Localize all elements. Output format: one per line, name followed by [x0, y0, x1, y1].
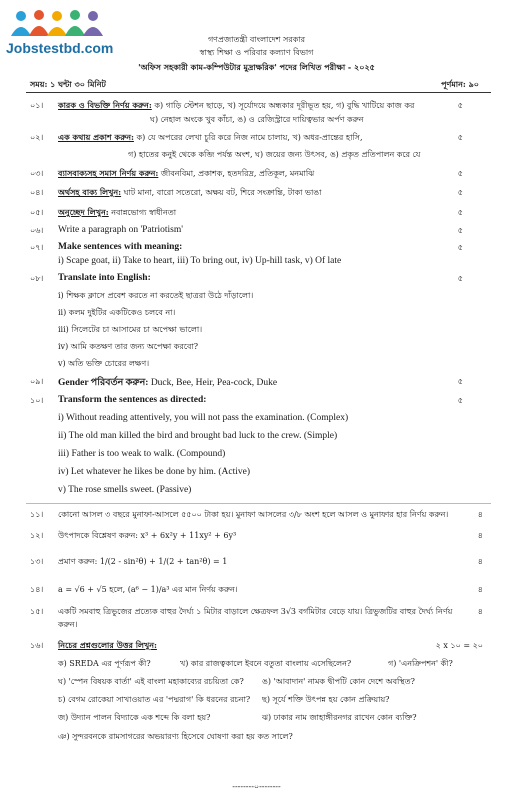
question-number: ০৫। — [30, 208, 44, 217]
end-separator: --------০-------- — [232, 782, 281, 791]
question-marks: ৫ — [457, 274, 463, 283]
question-title: Make sentences with meaning: — [58, 242, 183, 252]
question-marks: ৫ — [457, 396, 463, 405]
question-marks: ৫ — [457, 377, 463, 386]
question-text: i) Scape goat, ii) Take to heart, iii) To bring out, iv) Up-hill task, v) Of late — [58, 256, 342, 266]
question-number: ১১। — [30, 510, 44, 519]
question-text: কোনো আসল ৩ বছরে মুনাফা-আসলে ৫৫০০ টাকা হয়। মুনাফা আসলের ৩/৮ অংশ হলে আসল ও মুনাফার হার নির্ণয় করুন। — [58, 510, 449, 519]
header-line-2: স্বাস্থ্য শিক্ষা ও পরিবার কল্যাণ বিভাগ — [199, 48, 314, 57]
question-marks: ৫ — [457, 226, 463, 235]
question-marks: ৫ — [457, 169, 463, 178]
question-title: Transform the sentences as directed: — [58, 395, 207, 405]
translate-line: v) অতি ভক্তি চোরের লক্ষণ। — [58, 359, 150, 368]
question-marks: ৫ — [457, 243, 463, 252]
translate-line: ii) কলম দুইটির একটিকেও চলবে না। — [58, 308, 176, 317]
question-title: ব্যাসবাক্যসহ সমাস নির্ণয় করুন: — [58, 168, 159, 178]
question-marks: ৪ — [477, 510, 483, 519]
question-marks: ২ x ১০ = ২০ — [435, 641, 483, 650]
q16-item: ঞ) সুন্দরবনকে রামসাগরের অভয়ারণ্য হিসেবে ঘোষণা করা হয় কত সালে? — [58, 732, 293, 741]
translate-line: iv) আমি কতক্ষণ তার জন্য অপেক্ষা করবো? — [58, 342, 199, 351]
question-number: ১৩। — [30, 557, 44, 566]
question-title: Gender পরিবর্তন করুন: — [58, 378, 149, 388]
q16-item: ঘ) 'স্পেন বিষয়ক বার্তা' এই বাংলা মহাকাব্যের রচয়িতা কে? — [58, 677, 244, 686]
transform-line: i) Without reading attentively, you will not pass the examination. (Complex) — [58, 413, 349, 423]
question-text: Write a paragraph on 'Patriotism' — [58, 225, 183, 235]
translate-line: iii) সিলেটের চা আসামের চা অপেক্ষা ভালো। — [58, 325, 203, 334]
question-text-2: ঘ) নেহাল অংকে খুব কাঁচা, ঙ) ও রেজিস্ট্রারে দায়িত্বভার অর্পণ করুন — [150, 115, 364, 124]
question-title: কারক ও বিভক্তি নির্ণয় করুন: — [58, 100, 152, 110]
logo-text: Jobstestbd.com — [6, 40, 114, 56]
question-text: ক) গাড়ি স্টেশন ছাড়ে, খ) সূর্যোদয়ে অন্ধকার দূরীভূত হয়, গ) বুদ্ধি খাটিয়ে কাজ কর — [154, 101, 415, 110]
question-number: ১৪। — [30, 585, 44, 594]
transform-line: ii) The old man killed the bird and brought bad luck to the crew. (Simple) — [58, 431, 338, 441]
transform-line: iv) Let whatever he likes be done by him. (Active) — [58, 467, 251, 477]
question-text: ক) যে অপরের লেখা চুরি করে নিজ নামে চালায়, খ) অধর-প্রান্তের হাসি, — [136, 133, 363, 142]
question-number: ১৬। — [30, 641, 44, 650]
question-number: ০১। — [30, 101, 44, 110]
q16-item: ছ) সূর্যে শক্তি উৎপন্ন হয় কোন প্রক্রিয়ায়? — [262, 695, 390, 704]
question-text: জীবনবিমা, প্রকাশক, হতদরিদ্র, প্রতিকূল, মনমাঝি — [160, 169, 315, 178]
question-number: ১৫। — [30, 607, 44, 616]
question-number: ১০। — [30, 396, 44, 405]
q16-item: ঝ) ঢাকার নাম জাহাঙ্গীরনগর রাখেন কোন ব্যক্তি? — [262, 713, 417, 722]
question-title: অনুচ্ছেদ লিখুন: — [58, 207, 109, 217]
question-marks: ৫ — [457, 208, 463, 217]
question-number: ০৬। — [30, 226, 44, 235]
question-number: ১২। — [30, 531, 44, 540]
question-number: ০৩। — [30, 169, 44, 178]
question-number: ০৯। — [30, 377, 44, 386]
question-title: নিচের প্রশ্নগুলোর উত্তর লিখুন: — [58, 640, 157, 650]
question-text-2: করুন। — [58, 620, 78, 629]
transform-line: iii) Father is too weak to walk. (Compound) — [58, 449, 226, 459]
q16-item: খ) কার রাজত্বকালে ইবনে বতুতা বাংলায় এসেছিলেন? — [180, 659, 352, 668]
question-marks: ৪ — [477, 557, 483, 566]
section-divider — [26, 503, 491, 504]
question-marks: ৪ — [477, 531, 483, 540]
question-title: এক কথায় প্রকাশ করুন: — [58, 132, 134, 142]
header-divider — [26, 92, 491, 93]
q16-item: জ) উদ্যান পালন বিদ্যাকে এক শব্দে কি বলা হয়? — [58, 713, 211, 722]
question-marks: ৫ — [457, 133, 463, 142]
question-text: ঘাট মানা, বারো সতেরো, অক্ষয় বট, শিরে সংক্রান্তি, টাকা ভাঙা — [123, 188, 322, 197]
header-line-1: গণপ্রজাতন্ত্রী বাংলাদেশ সরকার — [207, 35, 306, 44]
question-title: অর্থসহ বাক্য লিখুন: — [58, 187, 122, 197]
question-text: Duck, Bee, Heir, Pea-cock, Duke — [150, 378, 278, 388]
question-marks: ৪ — [477, 585, 483, 594]
transform-line: v) The rose smells sweet. (Passive) — [58, 485, 192, 495]
question-text: a = √6 + √5 হলে, (a⁶ − 1)/a³ এর মান নির্ণয় করুন। — [58, 585, 238, 594]
q16-item: গ) 'এনক্রিপশন' কী? — [388, 659, 453, 668]
q16-item: ঙ) 'আবাদান' নামক দ্বীপটি কোন দেশে অবস্থিত? — [262, 677, 415, 686]
exam-title: 'অফিস সহকারী কাম-কম্পিউটার মুদ্রাক্ষরিক' পদের লিখিত পরীক্ষা - ২০২৫ — [138, 62, 375, 72]
translate-line: i) শিক্ষক ক্লাসে প্রবেশ করতে না করতেই ছাত্ররা উঠে দাঁড়ালো। — [58, 291, 254, 300]
q16-item: চ) বেগম রোকেয়া সাখাওয়াত এর 'পদ্মরাগ' কি ধরনের রচনা? — [58, 695, 251, 704]
question-text: প্রমাণ করুন: 1/(2 - sin²θ) + 1/(2 + tan²θ) = 1 — [58, 557, 228, 566]
exam-time: সময়: ১ ঘন্টা ৩০ মিনিট — [30, 79, 106, 89]
question-number: ০৪। — [30, 188, 44, 197]
question-marks: ৪ — [477, 607, 483, 616]
question-text: উৎপাদকে বিশ্লেষণ করুন: x³ + 6x²y + 11xy² + 6y³ — [58, 531, 237, 540]
question-marks: ৫ — [457, 101, 463, 110]
question-number: ০৭। — [30, 243, 44, 252]
question-marks: ৫ — [457, 188, 463, 197]
question-text: একটি সমবাহু ত্রিভুজের প্রত্যেক বাহুর দৈর্ঘ্য ১ মিটার বাড়ালে ক্ষেত্রফল 3√3 বর্গমিটার বেড়ে যায়। ত্রিভুজটির বাহুর দৈর্ঘ্য নির্ণয় — [58, 607, 453, 616]
question-number: ০৮। — [30, 274, 44, 283]
q16-item: ক) SREDA এর পূর্ণরূপ কী? — [58, 659, 151, 668]
question-text-2: গ) হাতের কনুই থেকে কব্জি পর্যন্ত অংশ, ঘ) জয়ের জন্য উৎসব, ঙ) প্রকৃত প্রতিপালন করে যে — [128, 150, 421, 159]
question-title: Translate into English: — [58, 273, 151, 283]
question-text: নবান্নভোগ্য স্বাধীনতা — [111, 208, 177, 217]
question-number: ০২। — [30, 133, 44, 142]
full-marks: পূর্ণমান: ৯০ — [441, 79, 479, 89]
